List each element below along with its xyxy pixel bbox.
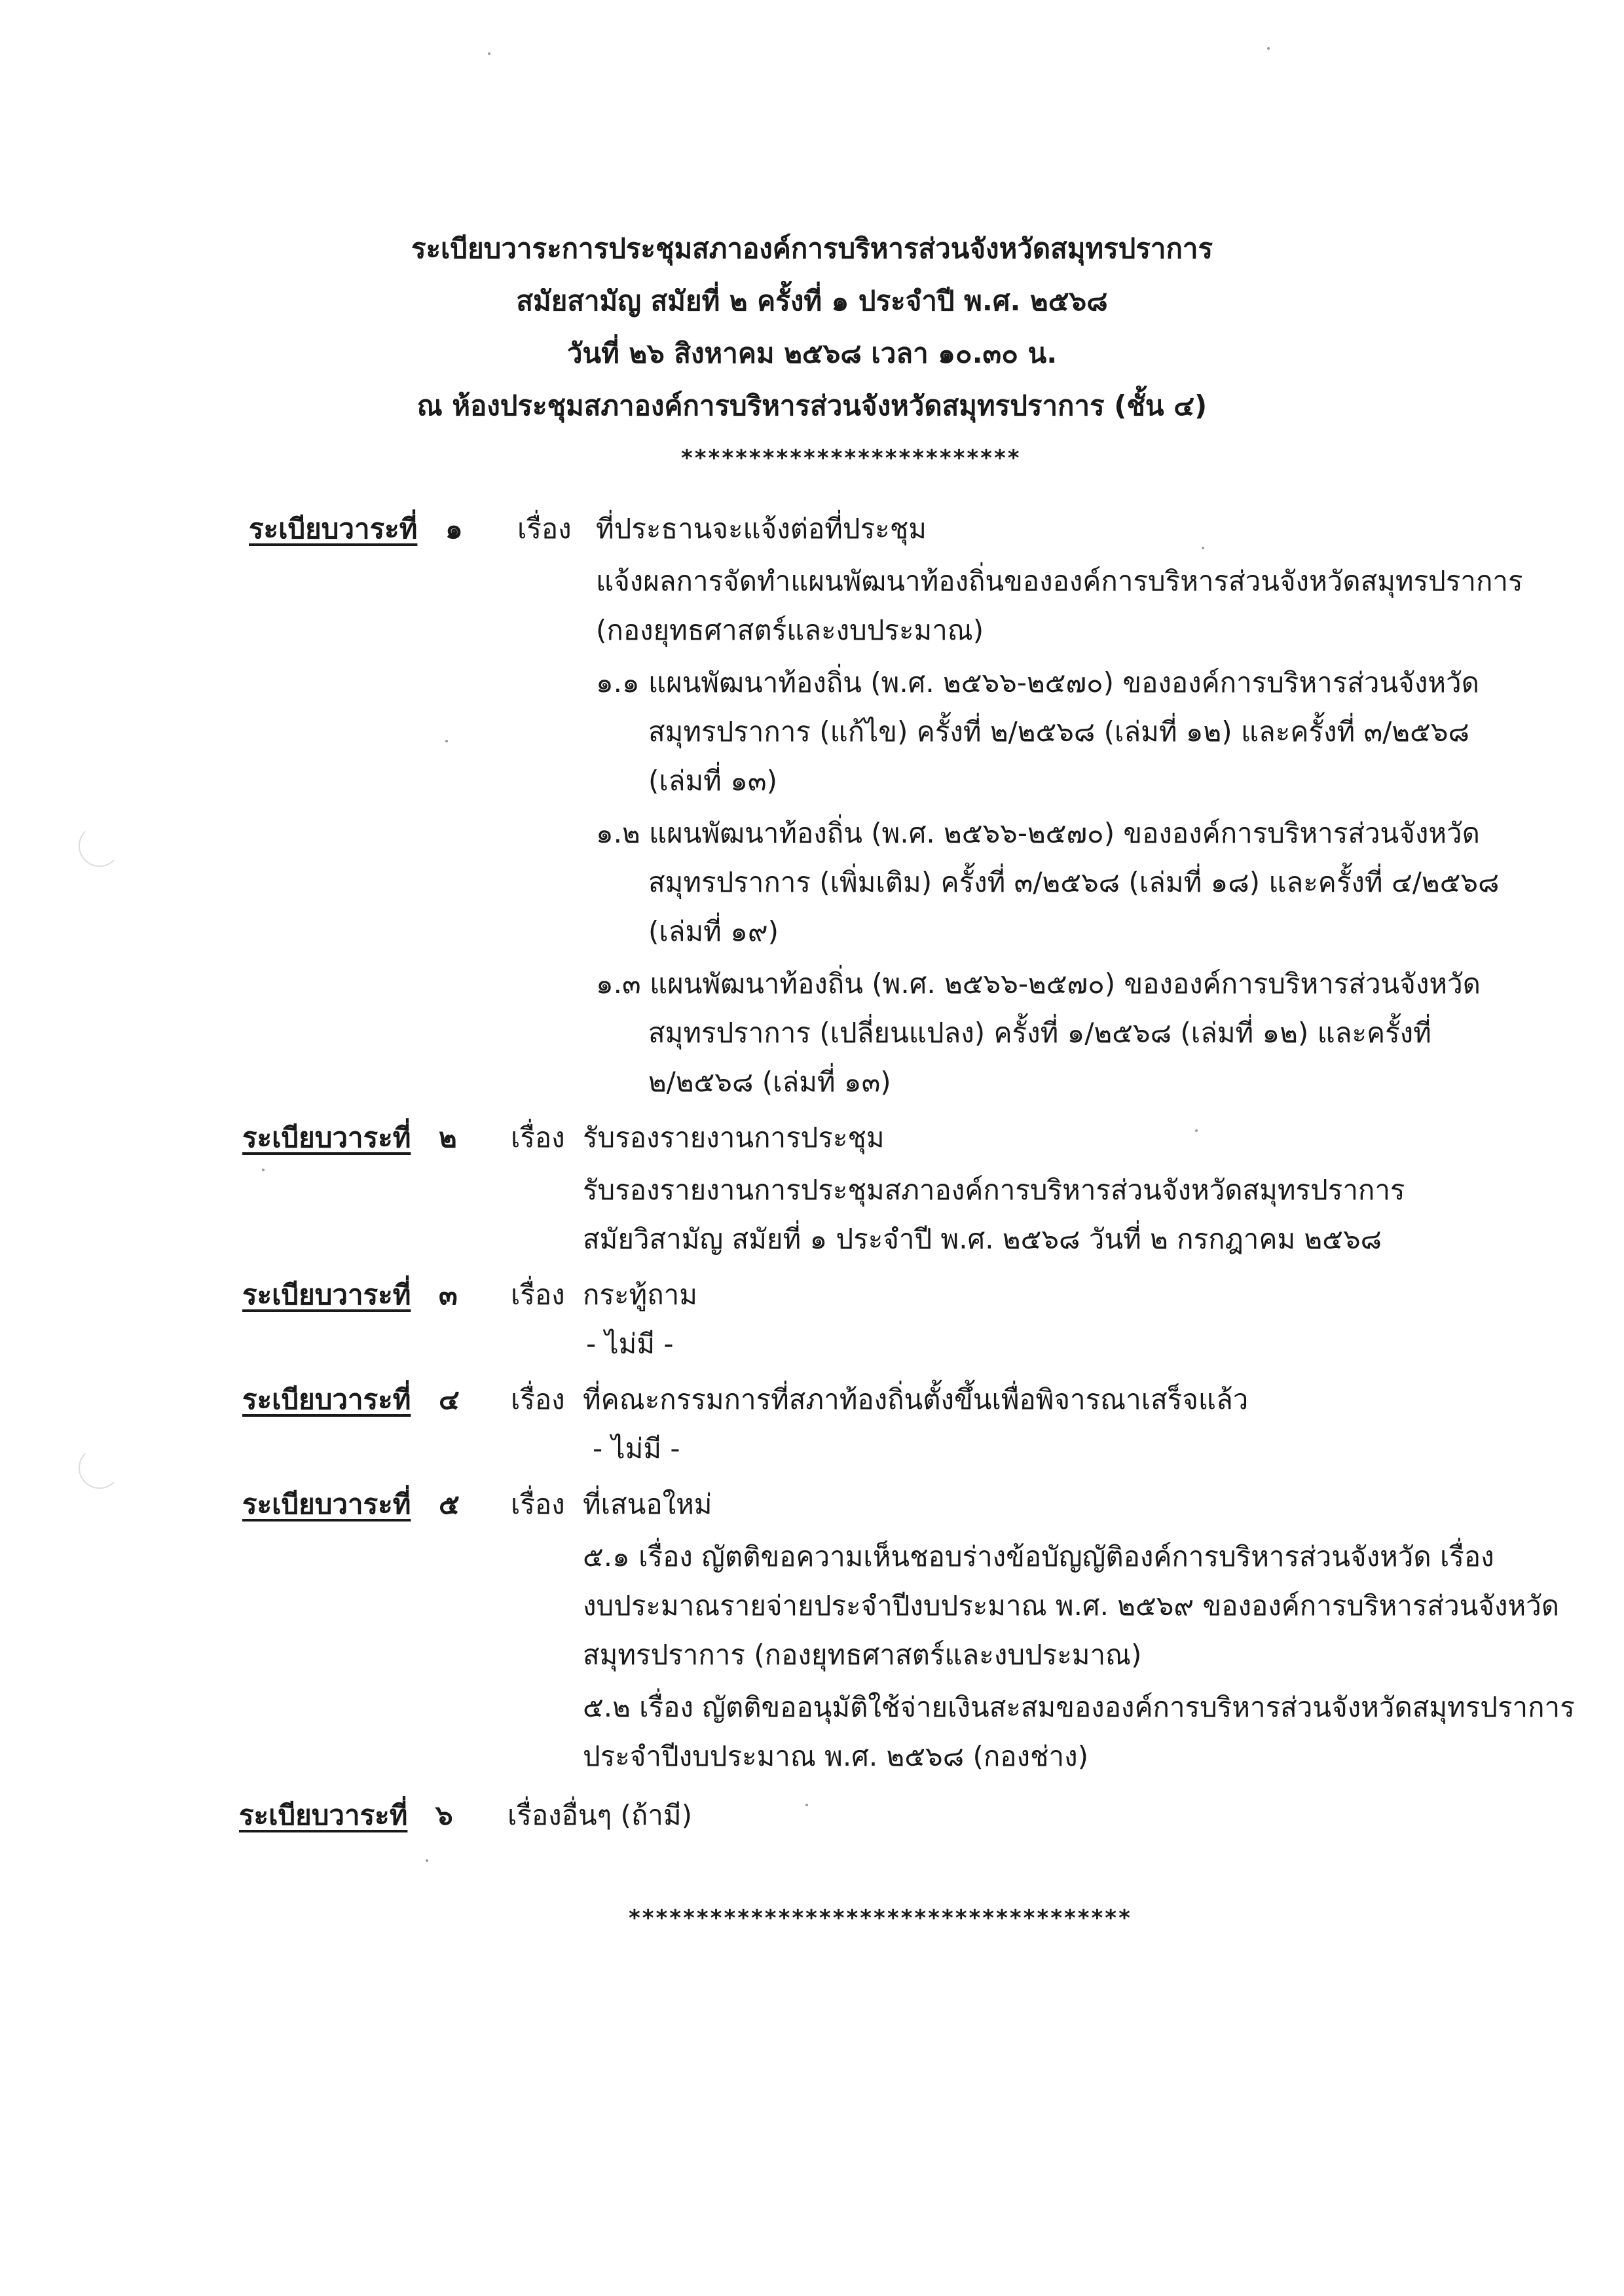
scan-speck [805, 1804, 808, 1806]
agenda-5-topic-prefix: เรื่อง [511, 1488, 565, 1520]
scan-artifact-mark [79, 825, 120, 867]
agenda-4-number: ๔ [439, 1383, 460, 1415]
agenda-6-topic: เรื่องอื่นๆ (ถ้ามี) [507, 1799, 692, 1831]
agenda-1-item-1-2: ๑.๒ แผนพัฒนาท้องถิ่น (พ.ศ. ๒๕๖๖-๒๕๗๐) ขององค์การบริหารส่วนจังหวัด [596, 817, 1480, 849]
agenda-2-label: ระเบียบวาระที่ [242, 1121, 411, 1154]
agenda-1-item-1-2-cont-2: (เล่มที่ ๑๙) [648, 915, 779, 947]
header-title-line-1: ระเบียบวาระการประชุมสภาองค์การบริหารส่วนจังหวัดสมุทรปราการ [411, 232, 1213, 264]
agenda-1-topic-prefix: เรื่อง [517, 513, 572, 545]
agenda-5-number: ๕ [439, 1488, 460, 1520]
agenda-1-item-1-2-cont: สมุทรปราการ (เพิ่มเติม) ครั้งที่ ๓/๒๕๖๘ (เล่มที่ ๑๘) และครั้งที่ ๔/๒๕๖๘ [648, 866, 1500, 898]
agenda-1-item-1-3-cont: สมุทรปราการ (เปลี่ยนแปลง) ครั้งที่ ๑/๒๕๖๘ (เล่มที่ ๑๒) และครั้งที่ [648, 1017, 1431, 1049]
agenda-2-line-2: สมัยวิสามัญ สมัยที่ ๑ ประจำปี พ.ศ. ๒๕๖๘ วันที่ ๒ กรกฎาคม ๒๕๖๘ [583, 1223, 1382, 1255]
agenda-1-item-1-1-cont-2: (เล่มที่ ๑๓) [648, 765, 777, 797]
scan-speck [488, 52, 490, 55]
agenda-2-topic: รับรองรายงานการประชุม [583, 1121, 885, 1154]
agenda-5-item-5-1-cont: งบประมาณรายจ่ายประจำปีงบประมาณ พ.ศ. ๒๕๖๙ ขององค์การบริหารส่วนจังหวัด [583, 1590, 1560, 1622]
agenda-3-topic-prefix: เรื่อง [511, 1279, 565, 1311]
agenda-2-number: ๒ [439, 1121, 457, 1154]
agenda-1-line-1: แจ้งผลการจัดทำแผนพัฒนาท้องถิ่นขององค์การบริหารส่วนจังหวัดสมุทรปราการ [596, 565, 1523, 597]
agenda-5-item-5-2: ๕.๒ เรื่อง ญัตติขออนุมัติใช้จ่ายเงินสะสมขององค์การบริหารส่วนจังหวัดสมุทรปราการ [583, 1691, 1575, 1723]
scan-artifact-mark [79, 1447, 120, 1489]
footer-separator: ************************************* [629, 1905, 1132, 1931]
scan-speck [1202, 547, 1204, 549]
header-venue-line: ณ ห้องประชุมสภาองค์การบริหารส่วนจังหวัดสมุทรปราการ (ชั้น ๔) [416, 390, 1208, 422]
agenda-5-item-5-1: ๕.๑ เรื่อง ญัตติขอความเห็นชอบร่างข้อบัญญัติองค์การบริหารส่วนจังหวัด เรื่อง [583, 1540, 1494, 1573]
agenda-1-line-2: (กองยุทธศาสตร์และงบประมาณ) [596, 614, 984, 646]
agenda-6-number: ๖ [435, 1799, 453, 1831]
agenda-4-topic-prefix: เรื่อง [511, 1383, 565, 1415]
header-session-line: สมัยสามัญ สมัยที่ ๒ ครั้งที่ ๑ ประจำปี พ.ศ. ๒๕๖๘ [516, 285, 1108, 317]
agenda-1-item-1-3: ๑.๓ แผนพัฒนาท้องถิ่น (พ.ศ. ๒๕๖๖-๒๕๗๐) ขององค์การบริหารส่วนจังหวัด [596, 968, 1481, 1000]
agenda-5-topic: ที่เสนอใหม่ [583, 1488, 712, 1520]
agenda-4-topic: ที่คณะกรรมการที่สภาท้องถิ่นตั้งขึ้นเพื่อพิจารณาเสร็จแล้ว [583, 1383, 1249, 1415]
agenda-1-item-1-1-cont: สมุทรปราการ (แก้ไข) ครั้งที่ ๒/๒๕๖๘ (เล่มที่ ๑๒) และครั้งที่ ๓/๒๕๖๘ [648, 716, 1469, 748]
scan-speck [445, 740, 448, 742]
agenda-4-none: - ไม่มี - [593, 1432, 680, 1465]
agenda-1-item-1-1: ๑.๑ แผนพัฒนาท้องถิ่น (พ.ศ. ๒๕๖๖-๒๕๗๐) ขององค์การบริหารส่วนจังหวัด [596, 666, 1479, 699]
agenda-4-label: ระเบียบวาระที่ [242, 1383, 411, 1415]
agenda-3-none: - ไม่มี - [586, 1328, 674, 1360]
scan-speck [262, 1169, 265, 1171]
agenda-2-topic-prefix: เรื่อง [511, 1121, 565, 1154]
agenda-5-item-5-1-cont-2: สมุทรปราการ (กองยุทธศาสตร์และงบประมาณ) [583, 1639, 1142, 1671]
header-date-line: วันที่ ๒๖ สิงหาคม ๒๕๖๘ เวลา ๑๐.๓๐ น. [566, 337, 1058, 369]
header-separator: ************************* [681, 445, 1022, 471]
agenda-6-label: ระเบียบวาระที่ [239, 1799, 408, 1831]
agenda-3-label: ระเบียบวาระที่ [242, 1279, 411, 1311]
agenda-1-number: ๑ [445, 513, 463, 545]
agenda-1-topic: ที่ประธานจะแจ้งต่อที่ประชุม [596, 513, 927, 545]
scan-speck [426, 1859, 428, 1862]
agenda-5-label: ระเบียบวาระที่ [242, 1488, 411, 1520]
agenda-3-number: ๓ [439, 1279, 458, 1311]
scan-speck [1267, 47, 1270, 50]
agenda-3-topic: กระทู้ถาม [583, 1279, 697, 1311]
scan-speck [1195, 1129, 1198, 1132]
agenda-1-label: ระเบียบวาระที่ [249, 513, 418, 545]
agenda-1-item-1-3-cont-2: ๒/๒๕๖๘ (เล่มที่ ๑๓) [648, 1066, 891, 1098]
agenda-5-item-5-2-cont: ประจำปีงบประมาณ พ.ศ. ๒๕๖๘ (กองช่าง) [583, 1740, 1088, 1772]
agenda-2-line-1: รับรองรายงานการประชุมสภาองค์การบริหารส่วนจังหวัดสมุทรปราการ [583, 1174, 1405, 1206]
